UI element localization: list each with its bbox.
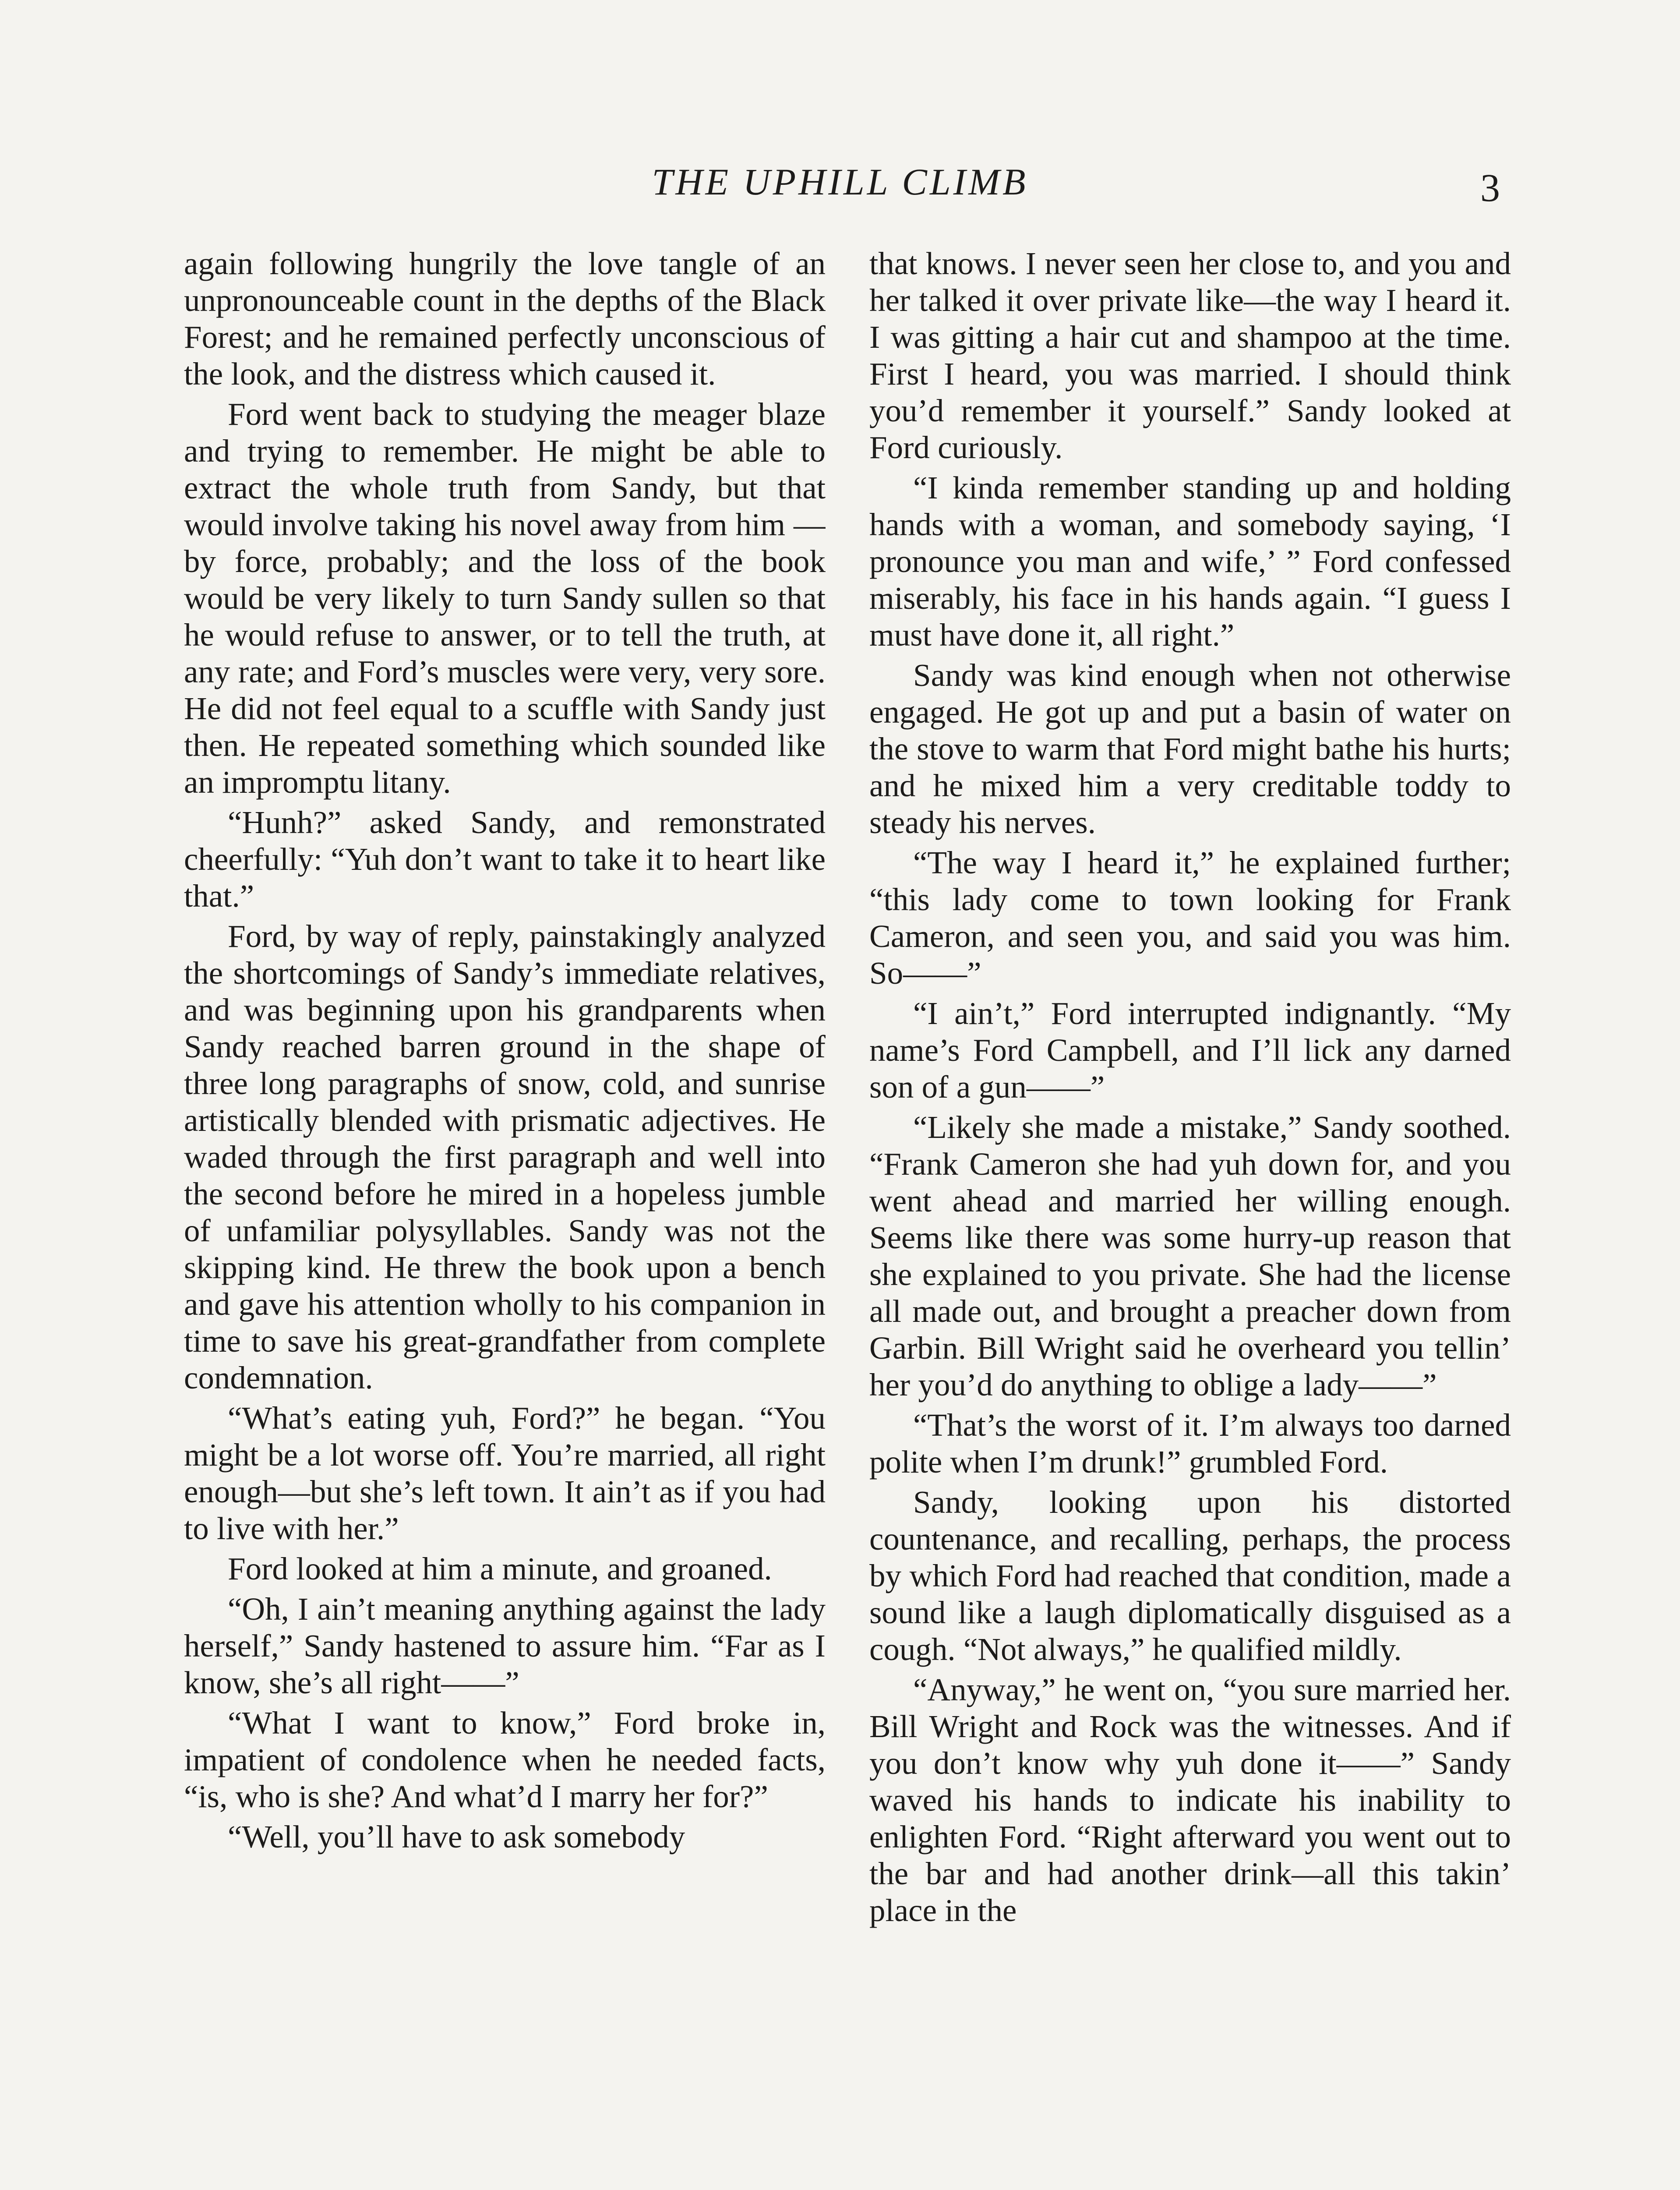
paragraph: again following hungrily the love tangle of an unpronounceable count in the depths of the Black Forest; and he remained perfectly unconscious of the look, and the distress which caused it. xyxy=(184,246,826,392)
paragraph: Sandy, looking upon his distorted countenance, and recalling, perhaps, the process by which Ford had reached that condition, made a sound like a laugh diplomatically disguised as a cough. “Not always,” he qualified mildly. xyxy=(869,1484,1511,1667)
paragraph: Ford looked at him a minute, and groaned. xyxy=(228,1551,772,1586)
paragraph: “Well, you’ll have to ask somebody xyxy=(228,1819,685,1854)
paragraph: that knows. I never seen her close to, and you and her talked it over private like—the way I heard it. I was gitting a hair cut and shampoo at the time. First I heard, you was married. I should think you’d remember it yourself.” Sandy looked at Ford curiously. xyxy=(869,246,1511,465)
paragraph: Ford, by way of reply, painstakingly analyzed the shortcomings of Sandy’s immediate relatives, and was beginning upon his grandparents when Sandy reached barren ground in the shape of three long paragraphs of snow, cold, and sunrise artistically blended with prismatic adjectives. He waded through the first paragraph and well into the second before he mired in a hopeless jumble of unfamiliar polysyllables. Sandy was not the skipping kind. He threw the book upon a bench and gave his attention wholly to his companion in time to save his great-grandfather from complete condemnation. xyxy=(184,918,826,1395)
paragraph: Sandy was kind enough when not otherwise engaged. He got up and put a basin of water on the stove to warm that Ford might bathe his hurts; and he mixed him a very creditable toddy to steady his nerves. xyxy=(869,657,1511,840)
page-number: 3 xyxy=(1480,166,1500,210)
left-text-column xyxy=(184,245,826,2190)
paragraph: “Likely she made a mistake,” Sandy soothed. “Frank Cameron she had yuh down for, and you went ahead and married her willing enough. Seems like there was some hurry-up reason that she explained to you private. She had the license all made out, and brought a preacher down from Garbin. Bill Wright said he overheard you tellin’ her you’d do anything to oblige a lady——” xyxy=(869,1109,1511,1402)
paragraph: “Hunh?” asked Sandy, and remonstrated cheerfully: “Yuh don’t want to take it to heart like that.” xyxy=(184,805,826,914)
paragraph: “Anyway,” he went on, “you sure married her. Bill Wright and Rock was the witnesses. And if you don’t know why yuh done it——” Sandy waved his hands to indicate his inability to enlighten Ford. “Right afterward you went out to the bar and had another drink—all this takin’ place in the xyxy=(869,1672,1511,1928)
right-text-column xyxy=(869,245,1511,2190)
paragraph: Ford went back to studying the meager blaze and trying to remember. He might be able to extract the whole truth from Sandy, but that would involve taking his novel away from him —by force, probably; and the loss of the book would be very likely to turn Sandy sullen so that he would refuse to answer, or to tell the truth, at any rate; and Ford’s muscles were very, very sore. He did not feel equal to a scuffle with Sandy just then. He repeated something which sounded like an impromptu litany. xyxy=(184,396,826,800)
running-title: THE UPHILL CLIMB xyxy=(652,161,1028,203)
paragraph: “I kinda remember standing up and holding hands with a woman, and somebody saying, ‘I pronounce you man and wife,’ ” Ford confessed miserably, his face in his hands again. “I guess I must have done it, all right.” xyxy=(869,470,1511,653)
paragraph: “The way I heard it,” he explained further; “this lady come to town looking for Frank Cameron, and seen you, and said you was him. So——” xyxy=(869,845,1511,991)
paragraph: “What I want to know,” Ford broke in, impatient of condolence when he needed facts, “is, who is she? And what’d I marry her for?” xyxy=(184,1705,826,1814)
paragraph: “I ain’t,” Ford interrupted indignantly. “My name’s Ford Campbell, and I’ll lick any darned son of a gun——” xyxy=(869,996,1511,1105)
paragraph: “What’s eating yuh, Ford?” he began. “You might be a lot worse off. You’re married, all right enough—but she’s left town. It ain’t as if you had to live with her.” xyxy=(184,1400,826,1546)
paragraph: “That’s the worst of it. I’m always too darned polite when I’m drunk!” grumbled Ford. xyxy=(869,1407,1511,1480)
paragraph: “Oh, I ain’t meaning anything against the lady herself,” Sandy hastened to assure him. “Far as I know, she’s all right——” xyxy=(184,1591,826,1700)
